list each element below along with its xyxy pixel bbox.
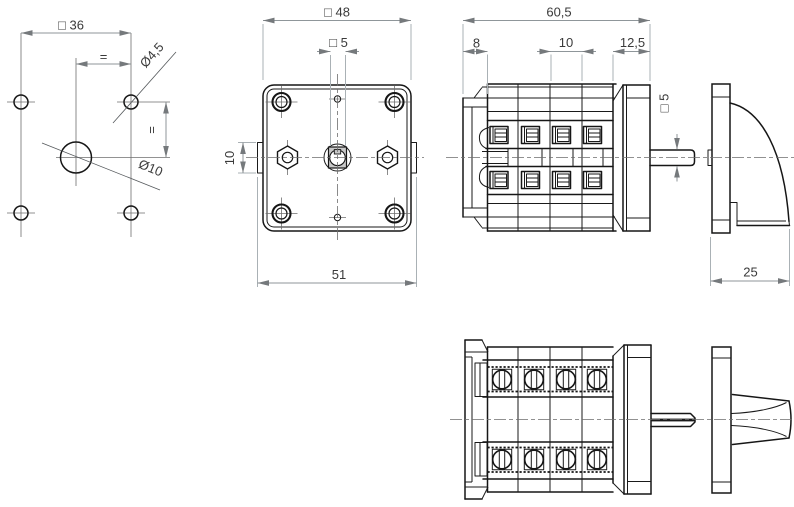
side-front-plate	[613, 85, 650, 231]
handle-dimensions	[711, 229, 790, 286]
terminal-screw	[492, 449, 511, 470]
terminal-block	[490, 172, 508, 189]
terminal-block	[553, 127, 571, 144]
terminal-screw	[524, 369, 543, 390]
handle-side-view	[708, 84, 790, 286]
terminal-screw	[587, 369, 606, 390]
pattern-dimensions	[21, 18, 176, 191]
dim-shaft-square-label: □ 5	[656, 93, 672, 113]
dim-shaft-square5-label: □ 5	[329, 35, 348, 50]
side-dimensions	[463, 5, 677, 182]
terminal-block	[584, 172, 602, 189]
mounting-pattern-view	[7, 18, 176, 238]
terminal-screw	[556, 369, 575, 390]
terminal-block	[553, 172, 571, 189]
terminal-screw	[492, 369, 511, 390]
dim-square48-label: □ 48	[324, 4, 350, 20]
dim-center-hole-diameter-label: Ø10	[136, 156, 165, 180]
handle-bottom-view	[712, 347, 791, 493]
dim-front-depth-label: 12,5	[619, 35, 646, 50]
dim-equal-vertical-label: =	[144, 126, 159, 134]
bottom-shaft	[651, 414, 695, 427]
terminal-screw	[524, 449, 543, 470]
handle-plate-bottom	[712, 347, 731, 493]
terminal-block	[522, 172, 540, 189]
side-view	[463, 5, 695, 232]
terminal-screw	[587, 449, 606, 470]
front-view	[222, 5, 417, 288]
terminal-block	[522, 127, 540, 144]
terminal-screw	[556, 449, 575, 470]
terminal-block	[584, 127, 602, 144]
terminal-block	[490, 127, 508, 144]
dim-width51-label: 51	[331, 267, 347, 282]
handle-plate	[712, 84, 730, 233]
dim-stage-pitch-label: 10	[558, 35, 574, 50]
dim-square36-label: □ 36	[58, 17, 84, 33]
dim-equal-horizontal-label: =	[99, 49, 108, 64]
dim-rear-depth-label: 8	[472, 35, 481, 51]
dim-handle-depth-label: 25	[743, 264, 758, 280]
dim-hole-diameter-label: Ø4,5	[136, 39, 167, 71]
dim-overall-depth-label: 60,5	[546, 4, 572, 20]
dim-tab-height-label: 10	[222, 150, 237, 166]
handle-knob	[730, 103, 790, 226]
